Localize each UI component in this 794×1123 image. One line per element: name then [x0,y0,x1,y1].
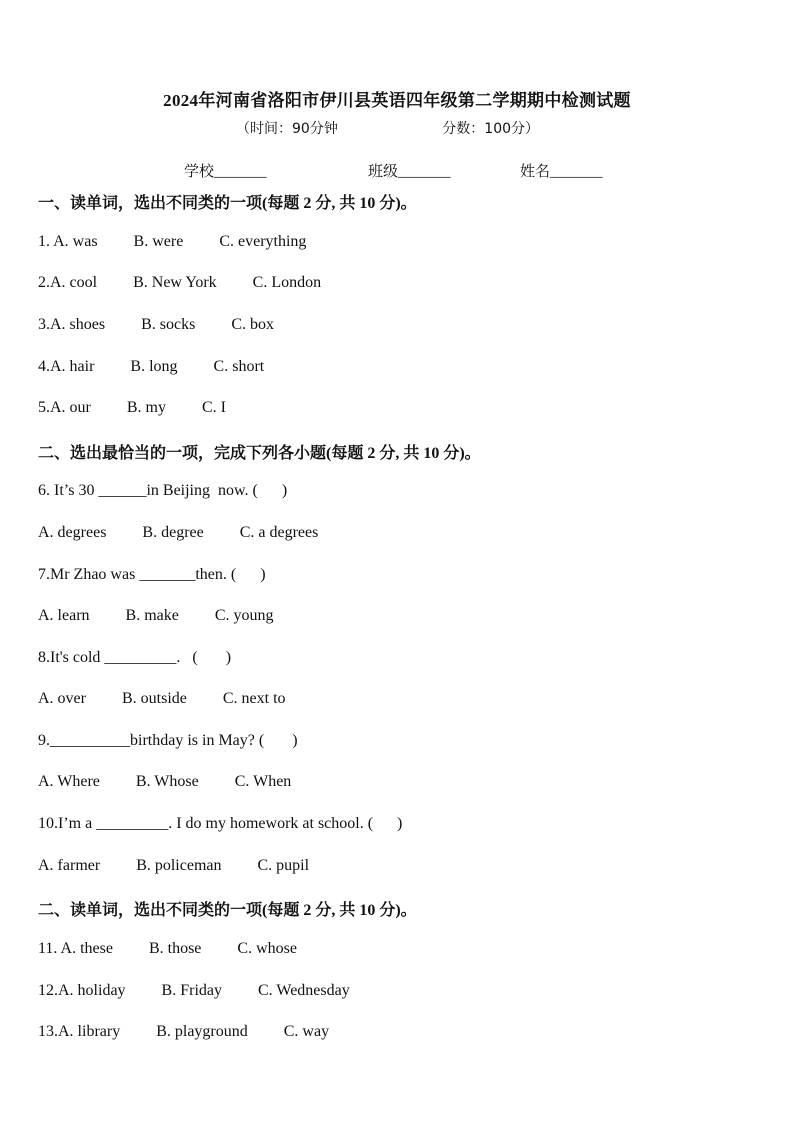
score-label: 分数：100分） [442,121,540,137]
question-line: 7.Mr Zhao was _______then. ( ) [38,566,266,583]
question-line: 4.A. hair B. long C. short [38,358,265,375]
time-label: （时间：90分钟 [236,121,338,137]
name-field[interactable]: 姓名_______ [520,164,603,180]
question-line: 12.A. holiday B. Friday C. Wednesday [38,982,350,999]
exam-meta [236,118,539,138]
class-field[interactable]: 班级_______ [368,164,451,180]
option-line: A. farmer B. policeman C. pupil [38,857,310,874]
question-line: 1. A. was B. were C. everything [38,233,307,250]
question-line: 2.A. cool B. New York C. London [38,274,322,291]
question-line: 11. A. these B. those C. whose [38,940,297,957]
question-line: 6. It’s 30 ______in Beijing now. ( ) [38,482,288,499]
school-field[interactable]: 学校_______ [184,164,267,180]
question-line: 8.It's cold _________. ( ) [38,649,232,666]
page-title: 2024年河南省洛阳市伊川县英语四年级第二学期期中检测试题 [163,91,631,110]
question-line: 3.A. shoes B. socks C. box [38,316,275,333]
section-heading-2: 二、选出最恰当的一项，完成下列各小题(每题 2 分, 共 10 分)。 [38,445,481,462]
option-line: A. degrees B. degree C. a degrees [38,524,319,541]
question-line: 9.__________birthday is in May? ( ) [38,732,298,749]
option-line: A. Where B. Whose C. When [38,773,292,790]
question-line: 10.I’m a _________. I do my homework at school. ( ) [38,815,403,832]
question-line: 13.A. library B. playground C. way [38,1023,330,1040]
option-line: A. over B. outside C. next to [38,690,286,707]
section-heading-1: 一、读单词，选出不同类的一项(每题 2 分, 共 10 分)。 [38,195,417,212]
section-heading-3: 二、读单词，选出不同类的一项(每题 2 分, 共 10 分)。 [38,902,417,919]
question-line: 5.A. our B. my C. I [38,399,226,416]
option-line: A. learn B. make C. young [38,607,274,624]
